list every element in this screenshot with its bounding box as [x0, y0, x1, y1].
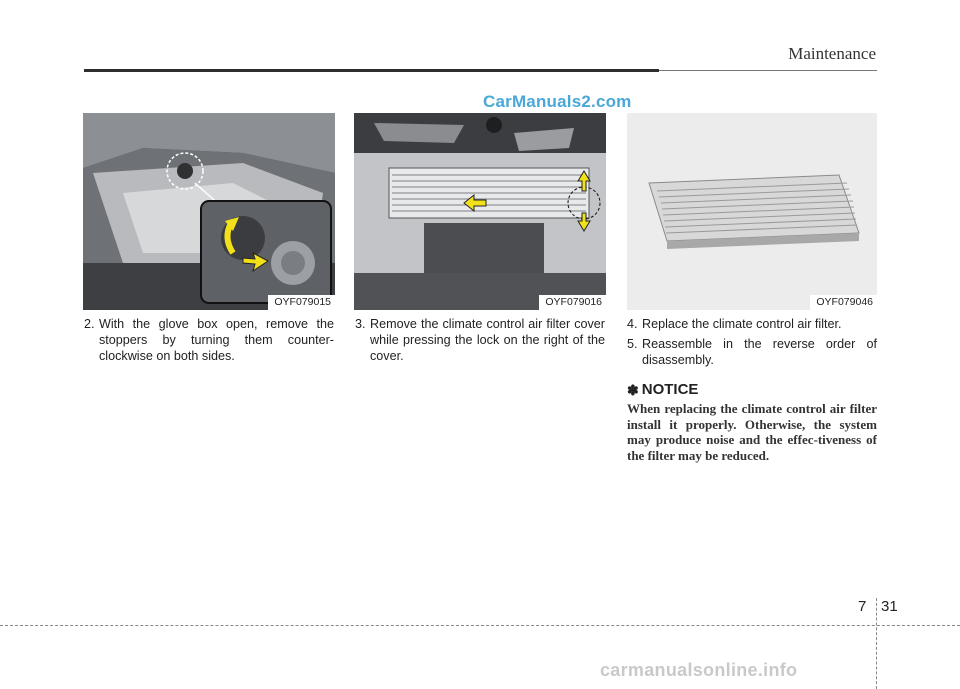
chapter-number: 7 [858, 598, 867, 615]
section-title: Maintenance [788, 44, 876, 63]
step-2 [84, 316, 334, 364]
watermark-top[interactable]: CarManuals2.com [483, 92, 632, 111]
step-5 [627, 336, 877, 368]
step-number: 5. [627, 337, 638, 351]
step-number: 3. [355, 317, 366, 331]
figure-code-label: OYF079016 [539, 295, 606, 310]
figure-glove-box [83, 113, 335, 310]
notice-star-icon: ✽ [627, 382, 639, 398]
step-4 [627, 316, 877, 332]
step-text: Reassemble in the reverse order of disassembly. [642, 337, 877, 367]
air-filter-illustration [627, 113, 877, 310]
figure-code-label: OYF079046 [810, 295, 877, 310]
notice-heading [627, 382, 877, 398]
notice-heading-text: NOTICE [641, 381, 699, 398]
header-rule-thick [84, 69, 659, 72]
filter-cover-illustration [354, 113, 606, 310]
column-3 [627, 316, 877, 463]
watermark-bottom[interactable]: carmanualsonline.info [600, 660, 798, 680]
glove-box-stopper-illustration [83, 113, 335, 310]
figure-code-label: OYF079015 [268, 295, 335, 310]
header-rule-thin [659, 70, 877, 71]
step-text: With the glove box open, remove the stoppers by turning them counter-clockwise on both sides. [99, 317, 334, 363]
step-3 [355, 316, 605, 364]
footer-dashed-line [0, 625, 960, 626]
step-text: Replace the climate control air filter. [642, 317, 842, 331]
figure-air-filter [627, 113, 877, 310]
column-2 [355, 316, 605, 368]
page-number: 31 [881, 598, 898, 615]
column-1 [84, 316, 334, 368]
step-number: 4. [627, 317, 638, 331]
step-text: Remove the climate control air filter cover while pressing the lock on the right of the cover. [370, 317, 605, 363]
figure-filter-cover [354, 113, 606, 310]
step-number: 2. [84, 317, 95, 331]
notice-body: When replacing the climate control air filter install it properly. Otherwise, the system may produce noise and the effec-tiveness of the filter may be reduced. [627, 401, 877, 463]
footer-vertical-dash [876, 598, 877, 689]
